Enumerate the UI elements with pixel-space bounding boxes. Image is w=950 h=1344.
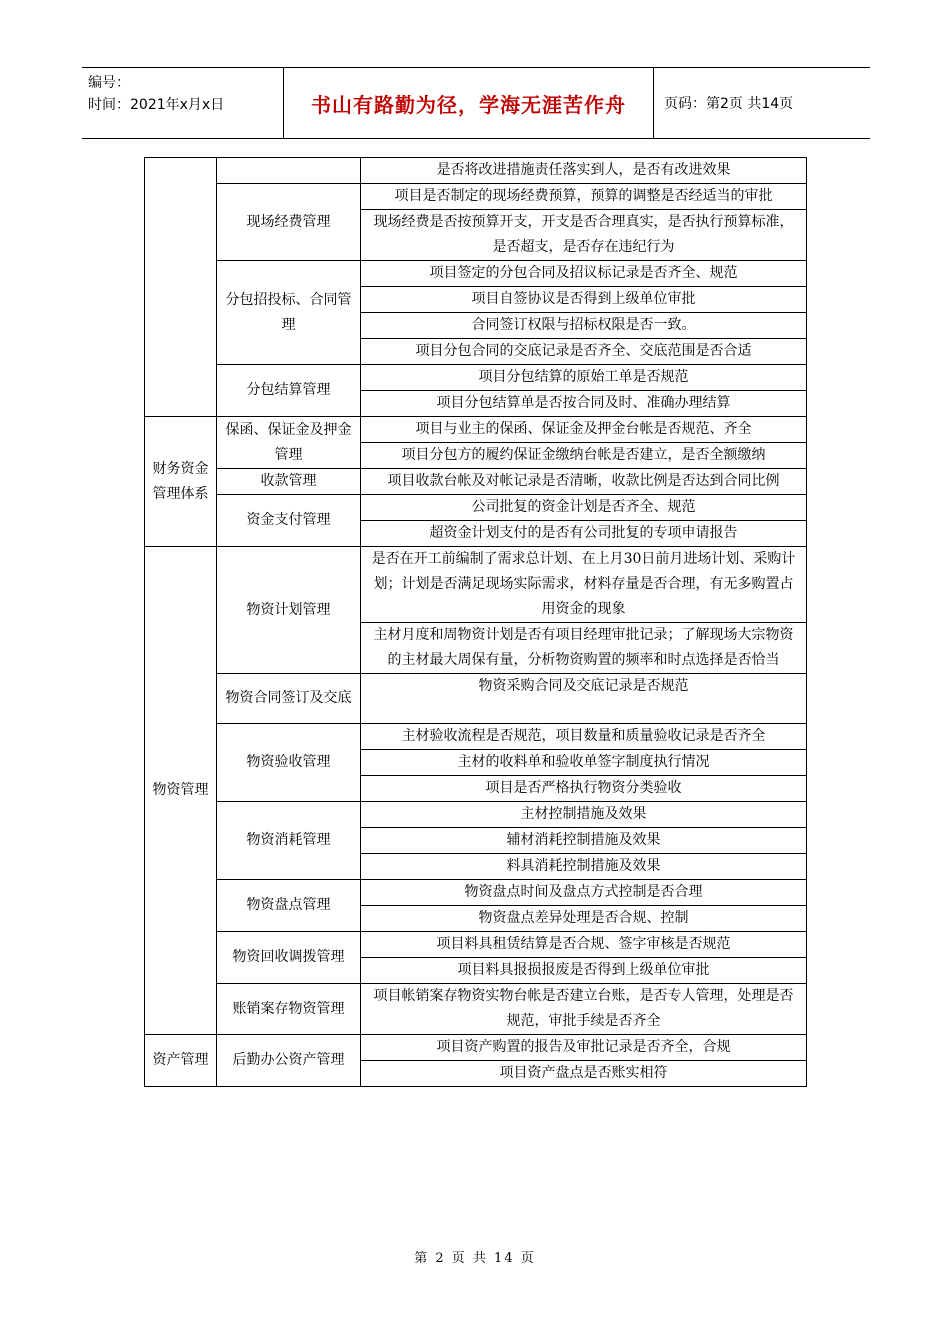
check-item-cell: 物资采购合同及交底记录是否规范 bbox=[361, 674, 807, 724]
subcategory-cell: 账销案存物资管理 bbox=[217, 984, 361, 1035]
header-page-info: 页码：第2页 共14页 bbox=[664, 96, 794, 112]
audit-table bbox=[144, 157, 807, 1087]
check-item-cell: 项目分包结算单是否按合同及时、准确办理结算 bbox=[361, 391, 807, 417]
subcategory-cell: 物资合同签订及交底 bbox=[217, 674, 361, 724]
check-item-cell: 主材月度和周物资计划是否有项目经理审批记录；了解现场大宗物资的主材最大周保有量，分析物资购置的频率和时点选择是否恰当 bbox=[361, 623, 807, 674]
check-item-cell: 现场经费是否按预算开支，开支是否合理真实，是否执行预算标准，是否超支，是否存在违纪行为 bbox=[361, 210, 807, 261]
subcategory-cell: 物资回收调拨管理 bbox=[217, 932, 361, 984]
category-cell bbox=[145, 158, 217, 417]
check-item-cell: 项目与业主的保函、保证金及押金台帐是否规范、齐全 bbox=[361, 417, 807, 443]
header-meta bbox=[88, 72, 224, 116]
check-item-cell: 项目是否严格执行物资分类验收 bbox=[361, 776, 807, 802]
check-item-cell: 超资金计划支付的是否有公司批复的专项申请报告 bbox=[361, 521, 807, 547]
check-item-cell: 是否将改进措施责任落实到人，是否有改进效果 bbox=[361, 158, 807, 184]
date-label: 时间：2021年x月x日 bbox=[88, 97, 225, 113]
check-item-cell: 是否在开工前编制了需求总计划、在上月30日前月进场计划、采购计划；计划是否满足现场实际需求，材料存量是否合理，有无多购置占用资金的现象 bbox=[361, 547, 807, 623]
subcategory-cell: 后勤办公资产管理 bbox=[217, 1035, 361, 1087]
check-item-cell: 主材验收流程是否规范，项目数量和质量验收记录是否齐全 bbox=[361, 724, 807, 750]
check-item-cell: 项目自签协议是否得到上级单位审批 bbox=[361, 287, 807, 313]
check-item-cell: 物资盘点时间及盘点方式控制是否合理 bbox=[361, 880, 807, 906]
check-item-cell: 项目资产盘点是否账实相符 bbox=[361, 1061, 807, 1087]
check-item-cell: 主材的收料单和验收单签字制度执行情况 bbox=[361, 750, 807, 776]
page-header bbox=[82, 67, 870, 139]
check-item-cell: 主材控制措施及效果 bbox=[361, 802, 807, 828]
page-footer: 第 2 页 共 14 页 bbox=[414, 1251, 536, 1266]
check-item-cell: 合同签订权限与招标权限是否一致。 bbox=[361, 313, 807, 339]
check-item-cell: 项目分包结算的原始工单是否规范 bbox=[361, 365, 807, 391]
category-cell: 物资管理 bbox=[145, 547, 217, 1035]
subcategory-cell: 保函、保证金及押金管理 bbox=[217, 417, 361, 469]
subcategory-cell: 物资计划管理 bbox=[217, 547, 361, 674]
subcategory-cell bbox=[217, 158, 361, 184]
check-item-cell: 料具消耗控制措施及效果 bbox=[361, 854, 807, 880]
check-item-cell: 项目收款台帐及对帐记录是否清晰，收款比例是否达到合同比例 bbox=[361, 469, 807, 495]
category-cell: 资产管理 bbox=[145, 1035, 217, 1087]
check-item-cell: 公司批复的资金计划是否齐全、规范 bbox=[361, 495, 807, 521]
check-item-cell: 项目是否制定的现场经费预算，预算的调整是否经适当的审批 bbox=[361, 184, 807, 210]
header-motto: 书山有路勤为径，学海无涯苦作舟 bbox=[311, 92, 626, 117]
check-item-cell: 项目料具报损报废是否得到上级单位审批 bbox=[361, 958, 807, 984]
subcategory-cell: 现场经费管理 bbox=[217, 184, 361, 261]
subcategory-cell: 收款管理 bbox=[217, 469, 361, 495]
subcategory-cell: 物资验收管理 bbox=[217, 724, 361, 802]
subcategory-cell: 分包招投标、合同管理 bbox=[217, 261, 361, 365]
check-item-cell: 辅材消耗控制措施及效果 bbox=[361, 828, 807, 854]
category-cell: 财务资金管理体系 bbox=[145, 417, 217, 547]
subcategory-cell: 分包结算管理 bbox=[217, 365, 361, 417]
subcategory-cell: 资金支付管理 bbox=[217, 495, 361, 547]
subcategory-cell: 物资盘点管理 bbox=[217, 880, 361, 932]
check-item-cell: 项目签定的分包合同及招议标记录是否齐全、规范 bbox=[361, 261, 807, 287]
check-item-cell: 项目分包合同的交底记录是否齐全、交底范围是否合适 bbox=[361, 339, 807, 365]
check-item-cell: 项目料具租赁结算是否合规、签字审核是否规范 bbox=[361, 932, 807, 958]
serial-label: 编号： bbox=[88, 75, 130, 91]
check-item-cell: 项目分包方的履约保证金缴纳台帐是否建立，是否全额缴纳 bbox=[361, 443, 807, 469]
check-item-cell: 项目资产购置的报告及审批记录是否齐全，合规 bbox=[361, 1035, 807, 1061]
check-item-cell: 项目帐销案存物资实物台帐是否建立台账，是否专人管理，处理是否规范，审批手续是否齐全 bbox=[361, 984, 807, 1035]
subcategory-cell: 物资消耗管理 bbox=[217, 802, 361, 880]
check-item-cell: 物资盘点差异处理是否合规、控制 bbox=[361, 906, 807, 932]
